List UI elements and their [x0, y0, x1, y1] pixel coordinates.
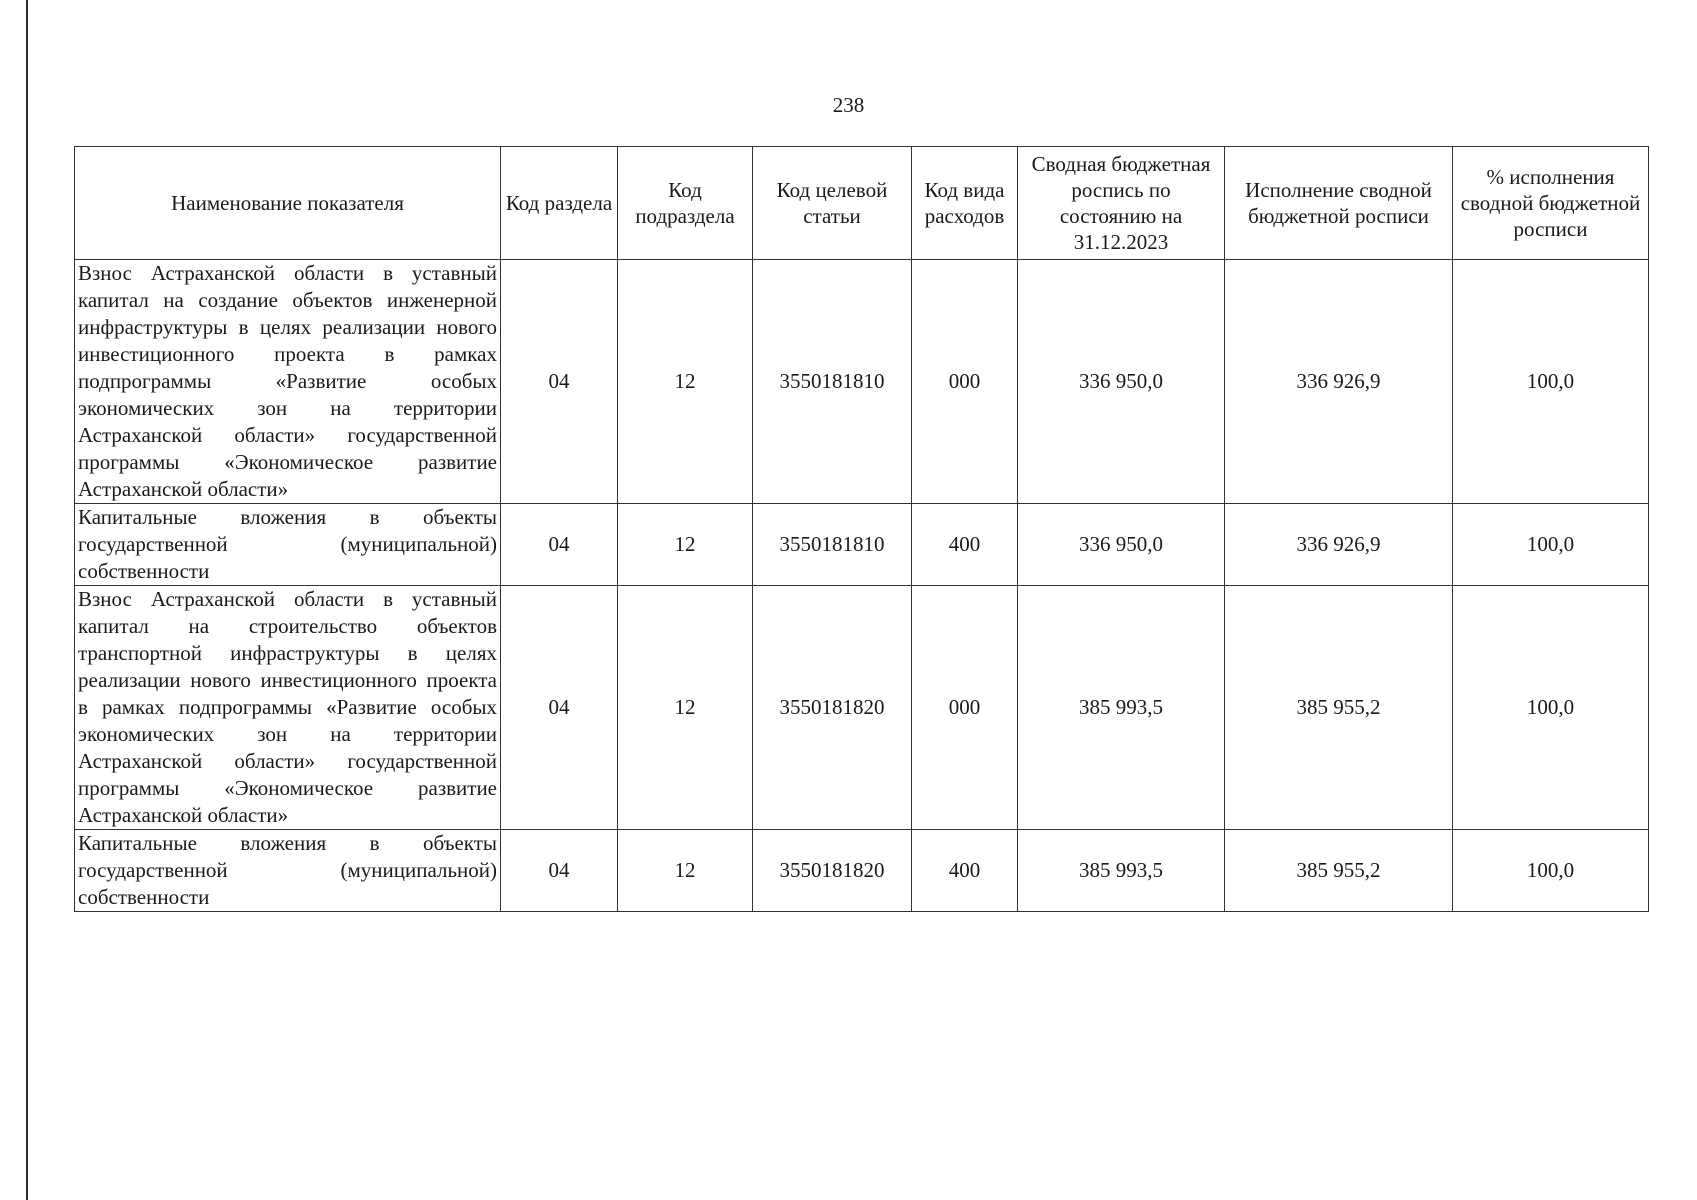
header-section-code: Код раздела	[501, 147, 618, 260]
table-header-row	[75, 147, 1649, 260]
planned-budget: 385 993,5	[1018, 830, 1225, 912]
header-expense-type-code: Код вида расходов	[912, 147, 1018, 260]
section-code: 04	[501, 586, 618, 830]
planned-budget: 336 950,0	[1018, 504, 1225, 586]
planned-budget: 336 950,0	[1018, 260, 1225, 504]
header-target-code: Код целевой статьи	[753, 147, 912, 260]
execution-value: 336 926,9	[1225, 504, 1453, 586]
table-row	[75, 830, 1649, 912]
page-number: 238	[832, 93, 865, 117]
header-planned-budget: Сводная бюджетная роспись по состоянию на 31.12.2023	[1018, 147, 1225, 260]
subsection-code: 12	[618, 504, 753, 586]
section-code: 04	[501, 830, 618, 912]
section-code: 04	[501, 504, 618, 586]
execution-percent: 100,0	[1453, 260, 1649, 504]
binding-margin-line	[26, 0, 28, 1200]
subsection-code: 12	[618, 586, 753, 830]
indicator-name: Капитальные вложения в объекты государственной (муниципальной) собственности	[75, 504, 501, 586]
indicator-name: Взнос Астраханской области в уставный капитал на строительство объектов транспортной инфраструктуры в целях реализации нового инвестиционного проекта в рамках подпрограммы «Развитие особых экономических зон на территории Астраханской области» государственной программы «Экономическое развитие Астраханской области»	[75, 586, 501, 830]
expense-type-code: 000	[912, 260, 1018, 504]
header-indicator-name: Наименование показателя	[75, 147, 501, 260]
header-execution-percent: % исполнения сводной бюджетной росписи	[1453, 147, 1649, 260]
budget-execution-table	[74, 146, 1649, 912]
target-code: 3550181820	[753, 830, 912, 912]
execution-value: 336 926,9	[1225, 260, 1453, 504]
execution-percent: 100,0	[1453, 586, 1649, 830]
execution-value: 385 955,2	[1225, 830, 1453, 912]
subsection-code: 12	[618, 260, 753, 504]
expense-type-code: 000	[912, 586, 1018, 830]
execution-value: 385 955,2	[1225, 586, 1453, 830]
expense-type-code: 400	[912, 504, 1018, 586]
indicator-name: Взнос Астраханской области в уставный капитал на создание объектов инженерной инфраструктуры в целях реализации нового инвестиционного проекта в рамках подпрограммы «Развитие особых экономических зон на территории Астраханской области» государственной программы «Экономическое развитие Астраханской области»	[75, 260, 501, 504]
expense-type-code: 400	[912, 830, 1018, 912]
section-code: 04	[501, 260, 618, 504]
table-row	[75, 504, 1649, 586]
subsection-code: 12	[618, 830, 753, 912]
header-subsection-code: Код подраздела	[618, 147, 753, 260]
table-row	[75, 260, 1649, 504]
target-code: 3550181810	[753, 260, 912, 504]
execution-percent: 100,0	[1453, 830, 1649, 912]
target-code: 3550181810	[753, 504, 912, 586]
indicator-name: Капитальные вложения в объекты государственной (муниципальной) собственности	[75, 830, 501, 912]
header-execution: Исполнение сводной бюджетной росписи	[1225, 147, 1453, 260]
execution-percent: 100,0	[1453, 504, 1649, 586]
planned-budget: 385 993,5	[1018, 586, 1225, 830]
target-code: 3550181820	[753, 586, 912, 830]
table-row	[75, 586, 1649, 830]
